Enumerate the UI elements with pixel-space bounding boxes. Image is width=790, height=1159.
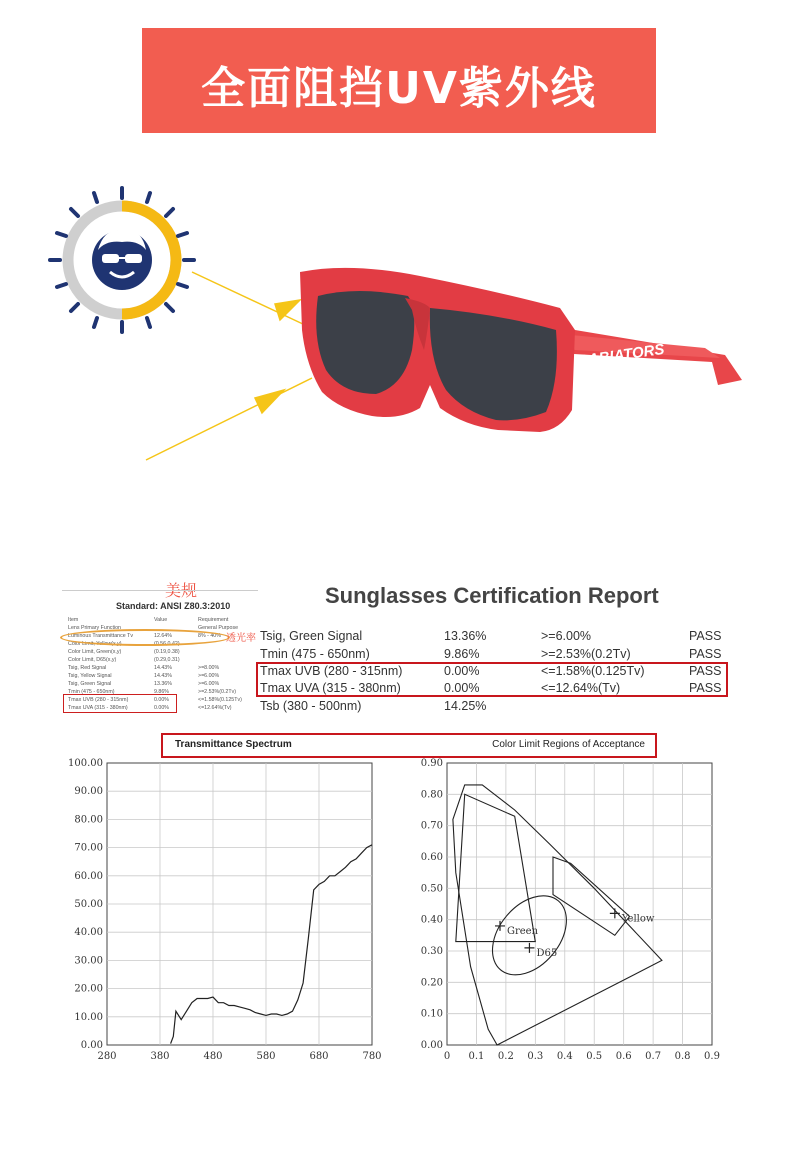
table-row: [260, 699, 730, 715]
color-limit-y-tick-label: 0.80: [420, 789, 443, 801]
color-limit-x-tick-label: 0.8: [674, 1051, 691, 1062]
spectrum-y-tick-label: 80.00: [74, 814, 103, 826]
spectrum-y-tick-label: 70.00: [74, 842, 103, 854]
mini-cell: 0.00%: [154, 697, 170, 703]
color-limit-x-tick-label: 0.6: [615, 1051, 632, 1062]
spectrum-y-tick-label: 100.00: [68, 758, 103, 769]
table-row: [260, 629, 730, 645]
row-requirement: <=1.58%(0.125Tv): [541, 664, 645, 678]
mini-cell: (0.56,0.42): [154, 641, 180, 647]
mini-cell: 12.64%: [154, 633, 172, 639]
spectrum-x-tick-label: 680: [309, 1051, 329, 1062]
spectrum-y-tick-label: 10.00: [74, 1011, 103, 1023]
uv-ray-arrows: [146, 272, 312, 460]
spectrum-x-tick-label: 280: [97, 1051, 117, 1062]
row-name: Tsig, Green Signal: [260, 629, 363, 643]
row-result: PASS: [689, 681, 722, 695]
chart-point-label: D65: [536, 947, 558, 959]
title-banner: [142, 28, 656, 133]
color-limit-y-tick-label: 0.40: [420, 914, 443, 926]
table-row: [260, 647, 730, 663]
sun-icon: [50, 188, 194, 332]
color-limit-x-tick-label: 0.2: [497, 1051, 514, 1062]
color-limit-x-tick-label: 0.4: [556, 1051, 573, 1062]
row-requirement: <=12.64%(Tv): [541, 681, 621, 695]
color-limit-y-tick-label: 0.90: [420, 758, 443, 769]
table-row: [68, 681, 258, 688]
mini-cell: 14.43%: [154, 673, 172, 679]
row-requirement: >=2.53%(0.2Tv): [541, 647, 631, 661]
row-value: 0.00%: [444, 664, 480, 678]
mini-cell: 14.43%: [154, 665, 172, 671]
mini-header: Item: [68, 617, 79, 623]
row-result: PASS: [689, 629, 722, 643]
color-limit-x-tick-label: 0.7: [645, 1051, 662, 1062]
spectrum-x-tick-label: 380: [150, 1051, 170, 1062]
mini-cell: <=1.58%(0.125Tv): [198, 697, 242, 703]
color-limit-x-tick-label: 0.9: [704, 1051, 720, 1062]
spectrum-y-tick-label: 50.00: [74, 899, 103, 910]
mini-cell: Tsig, Red Signal: [68, 665, 107, 671]
row-requirement: >=6.00%: [541, 629, 592, 643]
stamp-label: 美规: [165, 581, 198, 600]
transmittance-highlight-oval: [60, 629, 230, 646]
color-limit-x-tick-label: 0: [443, 1051, 451, 1062]
report-title: Sunglasses Certification Report: [325, 583, 659, 608]
mini-cell: >=6.00%: [198, 681, 220, 687]
mini-cell: <=12.64%(Tv): [198, 705, 232, 711]
mini-cell: Color Limit, Yellow(x,y): [68, 641, 122, 647]
mini-cell: (0.29,0.31): [154, 657, 180, 663]
color-limit-y-tick-label: 0.60: [420, 852, 443, 863]
standard-title: Standard: ANSI Z80.3:2010: [116, 601, 231, 611]
mini-cell: 9.86%: [154, 689, 170, 695]
mini-header: Requirement: [198, 617, 229, 623]
row-name: Tmin (475 - 650nm): [260, 647, 370, 661]
chart-point-marker: [610, 908, 620, 918]
color-limit-x-tick-label: 0.1: [468, 1051, 485, 1062]
mini-cell: Lens Primary Function: [68, 625, 121, 631]
spectrum-y-tick-label: 0.00: [80, 1040, 103, 1051]
spectrum-x-tick-label: 480: [203, 1051, 223, 1062]
color-limit-x-tick-label: 0.3: [527, 1051, 544, 1062]
color-limit-y-tick-label: 0.50: [420, 883, 443, 895]
mini-cell: Tmin (475 - 650nm): [68, 689, 115, 695]
spectrum-y-tick-label: 90.00: [74, 786, 103, 798]
mini-cell: Tsig, Green Signal: [68, 681, 112, 687]
mini-cell: Color Limit, Green(x,y): [68, 649, 122, 655]
charts-container: [40, 755, 780, 1085]
mini-cell: 0.00%: [154, 705, 170, 711]
mini-cell: Luminous Transmittance Tv: [68, 633, 133, 639]
spectrum-y-tick-label: 40.00: [74, 927, 103, 939]
spectrum-x-tick-label: 580: [256, 1051, 276, 1062]
color-limit-y-tick-label: 0.70: [420, 820, 443, 832]
spectrum-y-tick-label: 30.00: [74, 955, 103, 967]
mini-cell: (0.19,0.38): [154, 649, 180, 655]
uv-highlight-box-small: [63, 694, 177, 713]
row-result: PASS: [689, 664, 722, 678]
mini-cell: >=8.00%: [198, 665, 220, 671]
mini-header-row: [68, 617, 258, 624]
mini-cell: >=2.53%(0.2Tv): [198, 689, 236, 695]
mini-cell: General Purpose: [198, 625, 239, 631]
color-limit-y-tick-label: 0.00: [420, 1040, 443, 1051]
color-limit-y-tick-label: 0.20: [420, 977, 443, 989]
color-limit-y-tick-label: 0.30: [420, 946, 443, 957]
mini-cell: 8% - 40%: [198, 633, 221, 639]
mini-cell: 13.36%: [154, 681, 172, 687]
table-row: [68, 649, 258, 656]
table-row: [68, 657, 258, 664]
brand-logo-text: BABIATORS: [576, 340, 666, 370]
color-limit-y-tick-label: 0.10: [420, 1008, 443, 1020]
row-value: 9.86%: [444, 647, 480, 661]
color-limit-x-tick-label: 0.5: [586, 1051, 603, 1062]
mini-cell: Tsig, Yellow Signal: [68, 673, 112, 679]
mini-cell: Color Limit, D65(x,y): [68, 657, 117, 663]
spectrum-y-tick-label: 60.00: [74, 870, 103, 882]
spectrum-x-tick-label: 780: [362, 1051, 382, 1062]
color-limit-caption: Color Limit Regions of Acceptance: [492, 739, 645, 750]
sunglasses-image: [300, 268, 742, 432]
chart-point-label: Green: [507, 925, 539, 937]
mini-cell: >=6.00%: [198, 673, 220, 679]
chart-point-marker: [495, 921, 505, 931]
spectrum-y-tick-label: 20.00: [74, 983, 103, 995]
table-row: [68, 665, 258, 672]
row-value: 0.00%: [444, 681, 480, 695]
product-illustration: [0, 180, 790, 480]
row-result: PASS: [689, 647, 722, 661]
spectrum-caption: Transmittance Spectrum: [175, 739, 292, 750]
row-name: Tmax UVB (280 - 315nm): [260, 664, 403, 678]
table-row: [68, 673, 258, 680]
row-value: 14.25%: [444, 699, 487, 713]
spectrum-series-line: [171, 845, 372, 1044]
row-value: 13.36%: [444, 629, 487, 643]
banner-title: 全面阻挡UV紫外线: [201, 63, 597, 114]
transmittance-label: 透光率: [226, 633, 256, 644]
mini-cell: Tmax UVA (315 - 380nm): [68, 705, 128, 711]
row-name: Tsb (380 - 500nm): [260, 699, 362, 713]
chart-point-label: Yellow: [621, 913, 655, 925]
mini-cell: Tmax UVB (280 - 315nm): [68, 697, 129, 703]
mini-header: Value: [154, 617, 168, 623]
row-name: Tmax UVA (315 - 380nm): [260, 681, 401, 695]
uv-highlight-box: [256, 662, 728, 697]
